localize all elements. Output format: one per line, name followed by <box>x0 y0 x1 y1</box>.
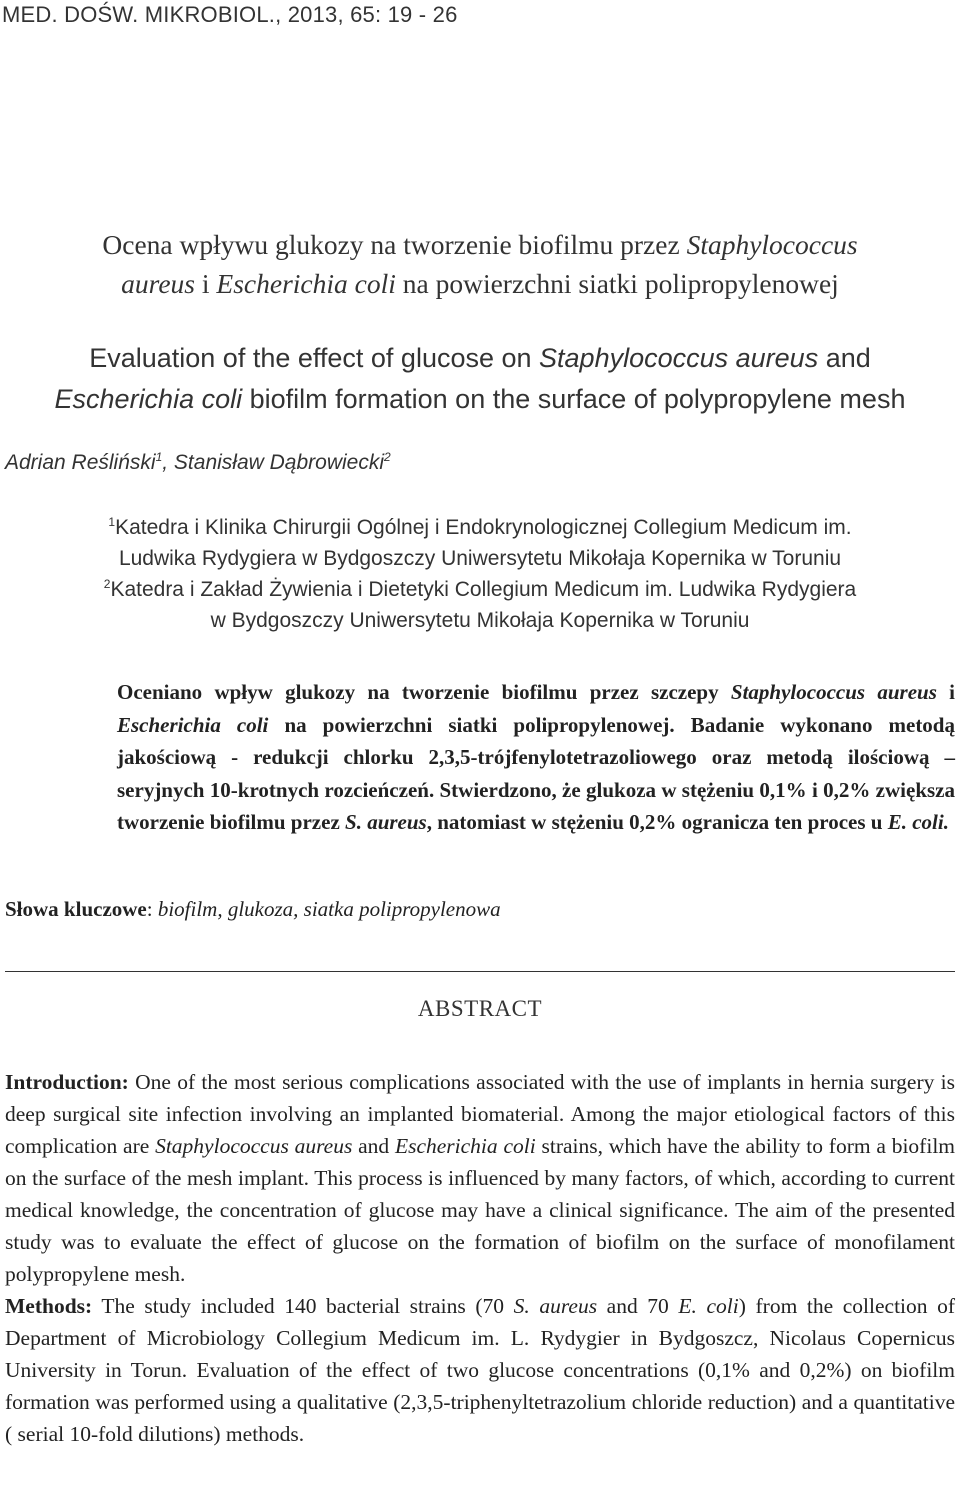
abstract-species: S. aureus <box>513 1294 598 1318</box>
title-en-text: biofilm formation on the surface of polypropylene mesh <box>242 384 906 414</box>
abstract-pl-text: , natomiast w stężeniu 0,2% ogranicza ten proces u <box>426 810 888 834</box>
title-pl-species: aureus <box>121 268 196 299</box>
affiliation-marker: 1 <box>155 450 163 464</box>
abstract-pl-species: Staphylococcus aureus <box>730 680 937 704</box>
journal-reference: MED. DOŚW. MIKROBIOL., 2013, 65: 19 - 26 <box>2 2 458 27</box>
abstract-pl-text: i <box>936 680 956 704</box>
abstract-pl-species: S. aureus <box>345 810 427 834</box>
affiliations <box>0 512 960 636</box>
affiliation-marker: 2 <box>384 450 391 464</box>
abstract-heading: ABSTRACT <box>417 996 543 1021</box>
title-polish <box>0 225 960 303</box>
author-name: Adrian Reśliński <box>5 451 156 474</box>
title-en-text: Evaluation of the effect of glucose on <box>89 343 540 373</box>
title-pl-text: i <box>195 268 217 299</box>
affiliation-marker: 1 <box>108 515 116 529</box>
abstract-english <box>5 1066 955 1450</box>
affiliation-line: Ludwika Rydygiera w Bydgoszczy Uniwersytetu Mikołaja Kopernika w Toruniu <box>118 547 842 570</box>
affiliation-line: Katedra i Klinika Chirurgii Ogólnej i Endokrynologicznej Collegium Medicum im. <box>115 516 852 539</box>
author-list <box>5 451 391 475</box>
abstract-species: E. coli <box>678 1294 739 1318</box>
title-pl-species: Escherichia coli <box>216 268 396 299</box>
title-pl-species: Staphylococcus <box>686 229 858 260</box>
section-divider <box>5 971 955 972</box>
abstract-pl-text: na powierzchni siatki polipropylenowej. Badanie wykonano metodą jakościową - redukcji chlorku 2,3,5-trójfenylotetrazoliowego oraz metodą ilościową – seryjnych 10-krotnych rozcieńczeń. Stwierdzono, że glukoza w stężeniu 0,1% i 0,2% zwiększa tworzenie biofilmu przez <box>117 712 955 834</box>
abstract-pl-species: Escherichia coli <box>117 712 269 737</box>
abstract-species: Escherichia coli <box>394 1134 536 1158</box>
abstract-pl-text: Oceniano wpływ glukozy na tworzenie biofilmu przez szczepy <box>117 680 731 704</box>
title-pl-text: Ocena wpływu glukozy na tworzenie biofilmu przez <box>102 229 687 260</box>
abstract-pl-species: E. coli. <box>887 810 949 834</box>
title-pl-text: na powierzchni siatki polipropylenowej <box>395 268 839 299</box>
title-en-species: Staphylococcus aureus <box>539 343 819 373</box>
title-english <box>0 338 960 420</box>
abstract-text: The study included 140 bacterial strains (70 <box>92 1294 514 1318</box>
abstract-text: and 70 <box>597 1294 679 1318</box>
abstract-species: Staphylococcus aureus <box>155 1134 353 1158</box>
introduction-label: Introduction: <box>5 1070 129 1094</box>
keywords-label: Słowa kluczowe <box>5 897 147 921</box>
abstract-text: ) from the collection of Department of Microbiology Collegium Medicum im. L. Rydygier in Bydgoszcz, Nicolaus Copernicus University in Torun. Evaluation of the effect of two glucose concentrations (0,1% and 0,2%) on biofilm formation was performed using a qualitative (2,3,5-triphenyltetrazolium chloride reduction) and a quantitative ( serial 10-fold dilutions) methods. <box>5 1294 956 1446</box>
affiliation-marker: 2 <box>103 577 111 591</box>
keywords-line <box>5 897 501 922</box>
abstract-polish <box>117 676 955 839</box>
abstract-text: One of the most serious complications associated with the use of implants in hernia surgery is deep surgical site infection involving an implanted biomaterial. Among the major etiological factors of this complication are <box>5 1070 955 1158</box>
title-en-text: and <box>818 343 871 373</box>
keywords-colon: : <box>146 897 158 921</box>
affiliation-line: w Bydgoszczy Uniwersytetu Mikołaja Kopernika w Toruniu <box>210 609 750 632</box>
methods-label: Methods: <box>5 1294 93 1318</box>
keywords-text: biofilm, glukoza, siatka polipropylenowa <box>157 897 501 921</box>
abstract-text: and <box>352 1134 395 1158</box>
author-name: Stanisław Dąbrowiecki <box>173 451 385 474</box>
title-en-species: Escherichia coli <box>54 384 243 414</box>
author-separator: , <box>162 451 174 474</box>
abstract-text: strains, which have the ability to form a biofilm on the surface of the mesh implant. This process is influenced by many factors, of which, according to current medical knowledge, the concentration of glucose may have a clinical significance. The aim of the presented study was to evaluate the effect of glucose on the formation of biofilm on the surface of monofilament polypropylene mesh. <box>5 1134 956 1286</box>
affiliation-line: Katedra i Zakład Żywienia i Dietetyki Collegium Medicum im. Ludwika Rydygiera <box>110 578 857 601</box>
